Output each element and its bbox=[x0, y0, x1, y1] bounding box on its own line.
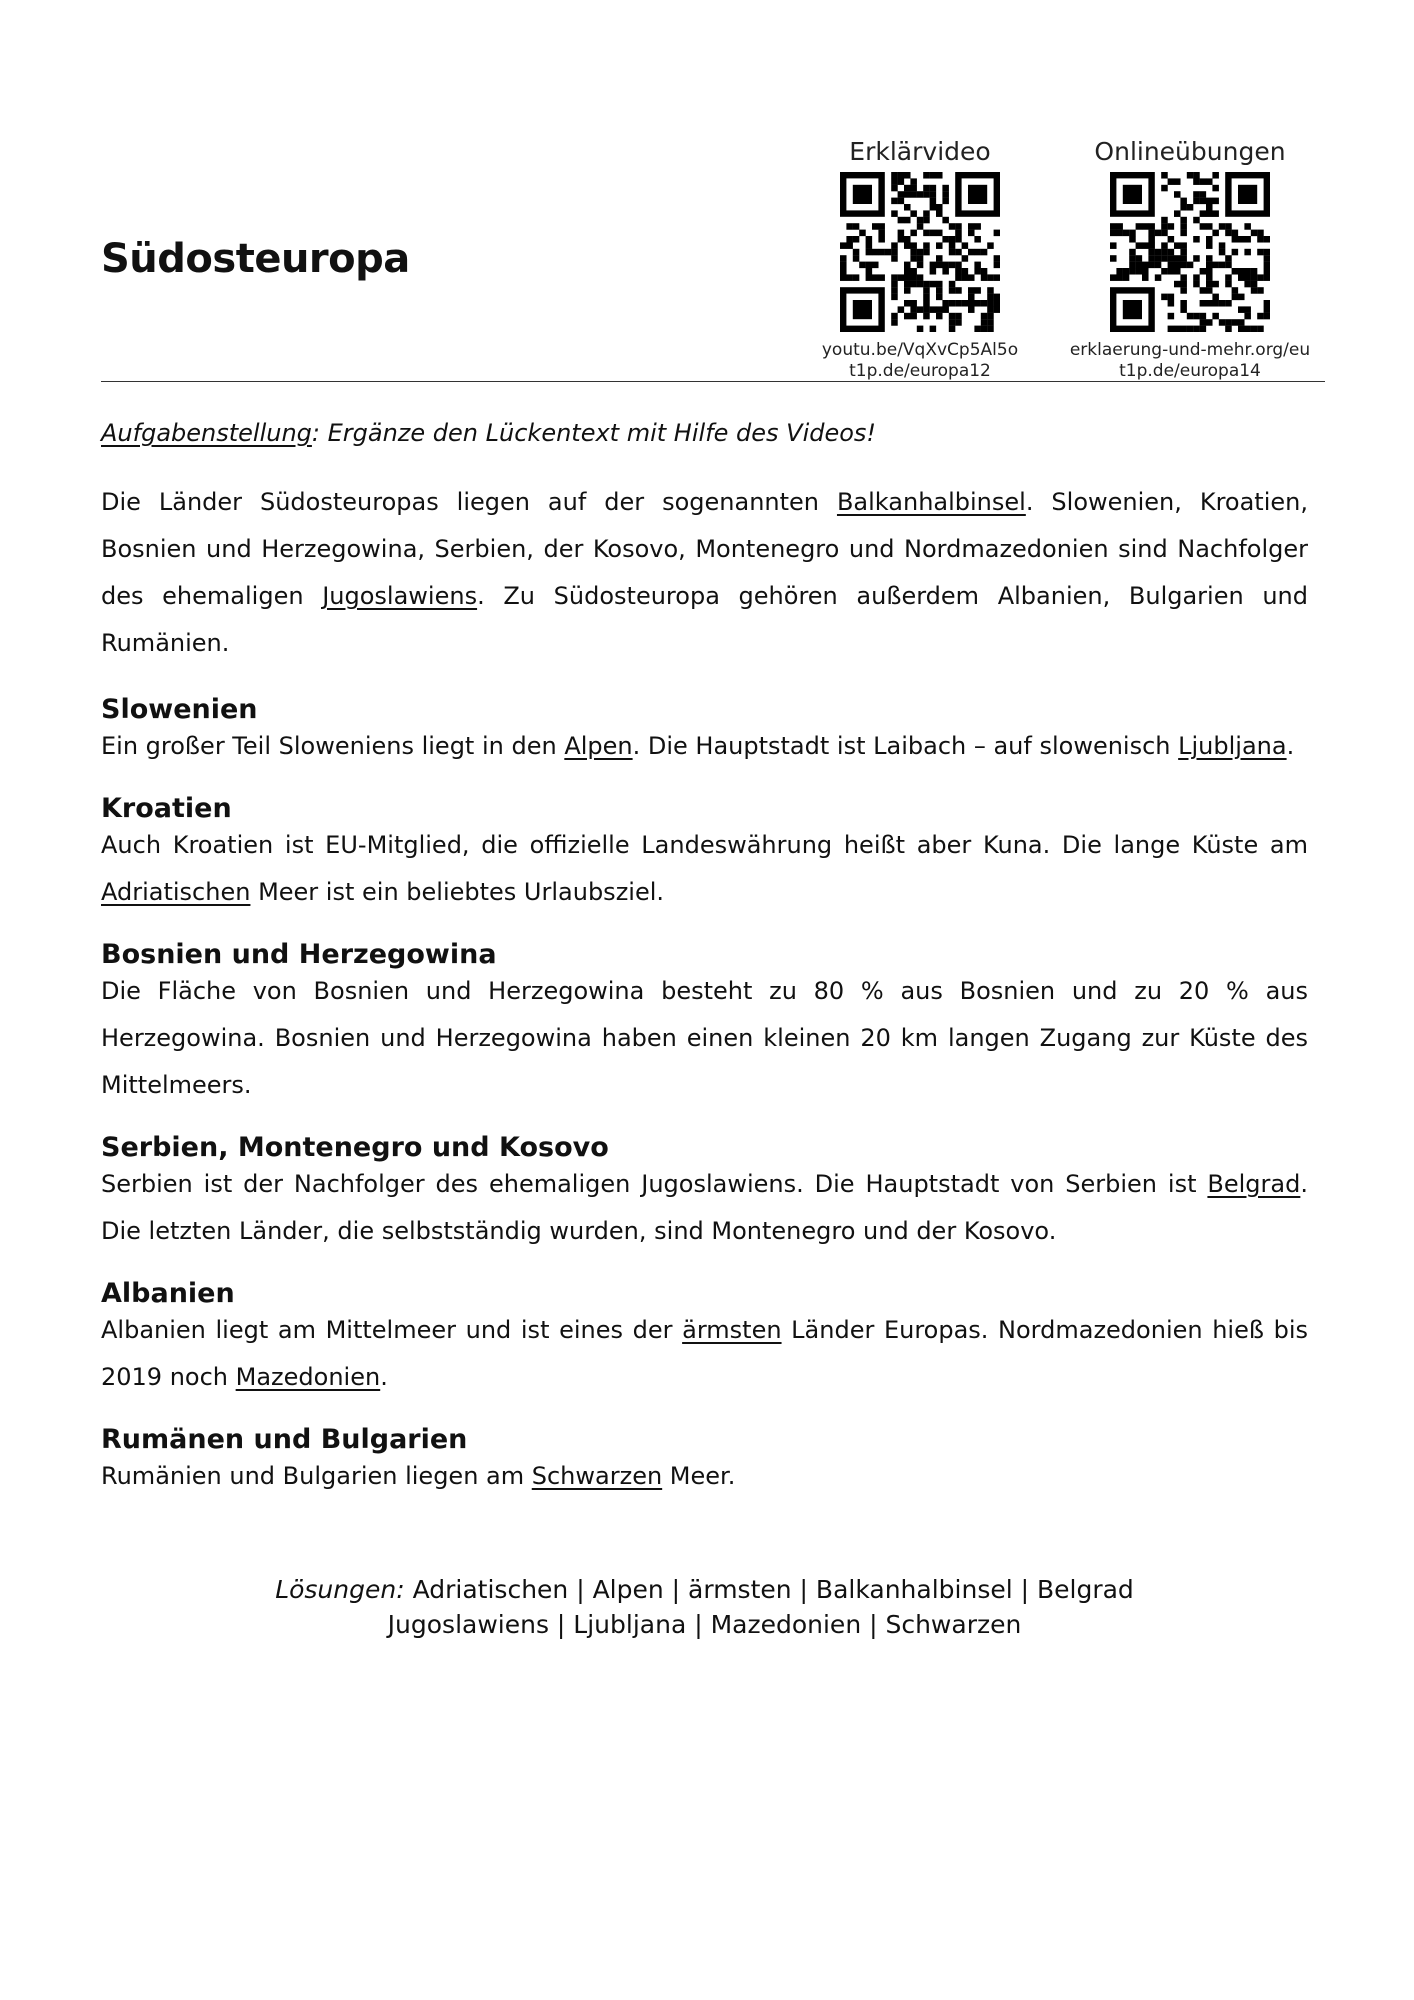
qr-link-video-2[interactable]: t1p.de/europa12 bbox=[849, 361, 991, 381]
answer-gap: Adriatischen bbox=[101, 878, 251, 906]
qr-block-video bbox=[800, 138, 1040, 382]
qr-link-video-1[interactable]: youtu.be/VqXvCp5Al5o bbox=[821, 340, 1019, 360]
section-serbien bbox=[101, 1131, 1308, 1255]
section-albanien bbox=[101, 1277, 1308, 1401]
text-run: Serbien ist der Nachfolger des ehemaligen Jugoslawiens. Die Hauptstadt von Serbien ist bbox=[101, 1170, 1208, 1198]
intro-text: Die Länder Südosteuropas liegen auf der sogenannten bbox=[101, 488, 837, 516]
qr-link-exercises-1[interactable]: erklaerung-und-mehr.org/eu bbox=[1069, 340, 1311, 360]
section-text bbox=[101, 1161, 1308, 1255]
section-heading: Rumänen und Bulgarien bbox=[101, 1424, 468, 1455]
solutions-box bbox=[101, 1572, 1308, 1642]
answer-gap: Jugoslawiens bbox=[322, 582, 478, 610]
qr-caption-exercises: Onlineübungen bbox=[1094, 137, 1286, 166]
intro-text: . Slowenien, Kroatien, Bosnien und Herzegowina, Serbien, der Kosovo, Montenegro und Nordmazedonien sind Nachfolger des ehemaligen bbox=[101, 488, 1308, 610]
answer-gap: Belgrad bbox=[1207, 1170, 1301, 1198]
worksheet-content bbox=[101, 410, 1308, 1522]
qr-link-exercises-2[interactable]: t1p.de/europa14 bbox=[1119, 361, 1261, 381]
qr-code-icon[interactable] bbox=[1110, 172, 1270, 332]
answer-gap: ärmsten bbox=[682, 1316, 782, 1344]
text-run: Albanien liegt am Mittelmeer und ist eines der bbox=[101, 1316, 683, 1344]
section-heading: Slowenien bbox=[101, 694, 258, 725]
section-text bbox=[101, 1453, 1308, 1500]
section-heading: Albanien bbox=[101, 1278, 235, 1309]
text-run: Die Fläche von Bosnien und Herzegowina besteht zu 80 % aus Bosnien und zu 20 % aus Herzegowina. Bosnien und Herzegowina haben einen kleinen 20 km langen Zugang zur Küste des Mittelmeers. bbox=[101, 977, 1308, 1099]
text-run: . bbox=[1286, 732, 1295, 760]
text-run: . bbox=[380, 1363, 388, 1391]
section-heading: Bosnien und Herzegowina bbox=[101, 939, 497, 970]
qr-caption-video: Erklärvideo bbox=[849, 137, 991, 166]
answer-gap: Mazedonien bbox=[235, 1363, 381, 1391]
text-run: . Die letzten Länder, die selbstständig wurden, sind Montenegro und der Kosovo. bbox=[101, 1170, 1308, 1245]
intro-text: . Zu Südosteuropa gehören außerdem Albanien, Bulgarien und Rumänien. bbox=[101, 582, 1308, 657]
section-text bbox=[101, 1307, 1308, 1401]
answer-gap: Ljubljana bbox=[1178, 732, 1287, 760]
qr-code-icon[interactable] bbox=[840, 172, 1000, 332]
text-run: Auch Kroatien ist EU-Mitglied, die offizielle Landeswährung heißt aber Kuna. Die lange Küste am bbox=[101, 831, 1308, 859]
answer-gap: Balkanhalbinsel bbox=[836, 488, 1026, 516]
solutions-line-2: Jugoslawiens | Ljubljana | Mazedonien | Schwarzen bbox=[387, 1610, 1022, 1639]
section-heading: Kroatien bbox=[101, 793, 232, 824]
task-text: : Ergänze den Lückentext mit Hilfe des Videos! bbox=[311, 419, 877, 447]
task-label: Aufgabenstellung bbox=[101, 419, 312, 447]
section-text bbox=[101, 822, 1308, 916]
text-run: Länder Europas. Nordmazedonien hieß bis 2019 noch bbox=[101, 1316, 1308, 1391]
text-run: Ein großer Teil Sloweniens liegt in den bbox=[101, 732, 565, 760]
section-text bbox=[101, 968, 1308, 1109]
section-kroatien bbox=[101, 792, 1308, 916]
qr-block-exercises bbox=[1052, 138, 1328, 382]
solutions-label: Lösungen: bbox=[275, 1575, 405, 1604]
page-title: Südosteuropa bbox=[101, 236, 410, 282]
section-bosnien bbox=[101, 938, 1308, 1109]
header-divider bbox=[101, 381, 1325, 382]
answer-gap: Schwarzen bbox=[531, 1462, 663, 1490]
task-instruction bbox=[101, 410, 1308, 457]
answer-gap: Alpen bbox=[564, 732, 633, 760]
section-text bbox=[101, 723, 1308, 770]
section-heading: Serbien, Montenegro und Kosovo bbox=[101, 1132, 609, 1163]
text-run: Rumänien und Bulgarien liegen am bbox=[101, 1462, 532, 1490]
intro-paragraph bbox=[101, 479, 1308, 667]
section-rumaenien bbox=[101, 1423, 1308, 1500]
text-run: Meer ist ein beliebtes Urlaubsziel. bbox=[250, 878, 665, 906]
section-slowenien bbox=[101, 693, 1308, 770]
solutions-line-1 bbox=[101, 1572, 1308, 1607]
text-run: . Die Hauptstadt ist Laibach – auf slowenisch bbox=[632, 732, 1179, 760]
solutions-words-1: Adriatischen | Alpen | ärmsten | Balkanhalbinsel | Belgrad bbox=[404, 1575, 1134, 1604]
text-run: Meer. bbox=[662, 1462, 736, 1490]
